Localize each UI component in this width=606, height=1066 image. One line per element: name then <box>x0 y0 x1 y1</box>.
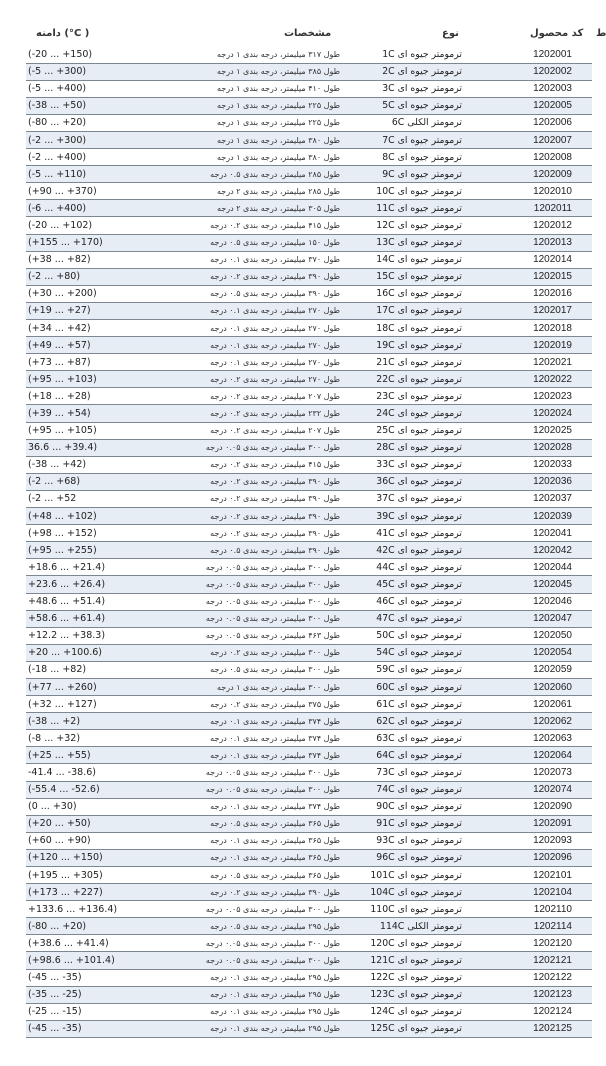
spec-cell: طول ۲۷۰ میلیمتر، درجه بندی ۰.۱ درجه <box>140 354 342 371</box>
code-cell: 1202037 <box>468 490 592 507</box>
spec-cell: طول ۲۹۵ میلیمتر، درجه بندی ۰.۱ درجه <box>140 1020 342 1037</box>
code-cell: 1202101 <box>468 867 592 884</box>
spec-cell: طول ۴۱۰ میلیمتر، درجه بندی ۱ درجه <box>140 80 342 97</box>
table-row <box>26 268 592 285</box>
range-cell: +48.6 ... +51.4) <box>26 593 140 610</box>
range-cell: (-80 ... +20) <box>26 918 140 935</box>
range-cell: (-2 ... +300) <box>26 131 140 148</box>
product-table <box>26 46 592 1038</box>
spec-cell: طول ۳۸۰ میلیمتر، درجه بندی ۱ درجه <box>140 131 342 148</box>
table-row <box>26 388 592 405</box>
code-cell: 1202023 <box>468 388 592 405</box>
code-cell: 1202091 <box>468 815 592 832</box>
code-cell: 1202007 <box>468 131 592 148</box>
spec-cell: طول ۳۹۰ میلیمتر، درجه بندی ۰.۲ درجه <box>140 884 342 901</box>
table-row <box>26 576 592 593</box>
spec-cell: طول ۲۰۷ میلیمتر، درجه بندی ۰.۲ درجه <box>140 388 342 405</box>
type-cell: ترمومتر جیوه ای 33C <box>342 456 468 473</box>
spec-cell: طول ۳۷۴ میلیمتر، درجه بندی ۰.۱ درجه <box>140 798 342 815</box>
table-row <box>26 371 592 388</box>
range-cell: (+98 ... +152) <box>26 525 140 542</box>
type-cell: ترمومتر جیوه ای 62C <box>342 713 468 730</box>
code-cell: 1202054 <box>468 644 592 661</box>
code-cell: 1202114 <box>468 918 592 935</box>
type-cell: ترمومتر جیوه ای 45C <box>342 576 468 593</box>
code-cell: 1202002 <box>468 63 592 80</box>
spec-cell: طول ۳۰۰ میلیمتر، درجه بندی ۰.۰۵ درجه <box>140 610 342 627</box>
table-row <box>26 456 592 473</box>
table-row <box>26 149 592 166</box>
type-cell: ترمومتر جیوه ای 122C <box>342 969 468 986</box>
spec-cell: طول ۳۹۰ میلیمتر، درجه بندی ۰.۲ درجه <box>140 525 342 542</box>
range-cell: +12.2 ... +38.3) <box>26 627 140 644</box>
range-cell: (+90 ... +370) <box>26 183 140 200</box>
type-cell: ترمومتر جیوه ای 14C <box>342 251 468 268</box>
code-cell: 1202050 <box>468 627 592 644</box>
type-cell: ترمومتر جیوه ای 8C <box>342 149 468 166</box>
code-cell: 1202024 <box>468 405 592 422</box>
type-cell: ترمومتر جیوه ای 60C <box>342 678 468 695</box>
table-row <box>26 405 592 422</box>
spec-cell: طول ۲۷۰ میلیمتر، درجه بندی ۰.۲ درجه <box>140 371 342 388</box>
range-cell: (-45 ... -35) <box>26 969 140 986</box>
code-cell: 1202010 <box>468 183 592 200</box>
range-cell: (+95 ... +255) <box>26 542 140 559</box>
range-cell: 36.6 ... +39.4) <box>26 439 140 456</box>
code-cell: 1202022 <box>468 371 592 388</box>
spec-cell: طول ۳۷۰ میلیمتر، درجه بندی ۰.۱ درجه <box>140 251 342 268</box>
spec-cell: طول ۳۰۰ میلیمتر، درجه بندی ۰.۰۵ درجه <box>140 764 342 781</box>
type-cell: ترمومتر جیوه ای 73C <box>342 764 468 781</box>
range-cell: (+18 ... +28) <box>26 388 140 405</box>
table-row <box>26 593 592 610</box>
type-cell: ترمومتر جیوه ای 5C <box>342 97 468 114</box>
type-cell: ترمومتر جیوه ای 17C <box>342 302 468 319</box>
code-cell: 1202093 <box>468 832 592 849</box>
range-cell: (-45 ... -35) <box>26 1020 140 1037</box>
range-cell: (+39 ... +54) <box>26 405 140 422</box>
type-cell: ترمومتر جیوه ای 125C <box>342 1020 468 1037</box>
spec-cell: طول ۲۲۵ میلیمتر، درجه بندی ۱ درجه <box>140 114 342 131</box>
code-cell: 1202062 <box>468 713 592 730</box>
table-row <box>26 969 592 986</box>
code-cell: 1202014 <box>468 251 592 268</box>
code-cell: 1202063 <box>468 730 592 747</box>
range-cell: (+155 ... +170) <box>26 234 140 251</box>
spec-cell: طول ۳۰۵ میلیمتر، درجه بندی ۲ درجه <box>140 200 342 217</box>
code-cell: 1202125 <box>468 1020 592 1037</box>
range-cell: (-20 ... +150) <box>26 46 140 63</box>
range-cell: (+95 ... +103) <box>26 371 140 388</box>
range-cell: (+195 ... +305) <box>26 867 140 884</box>
range-cell: (-6 ... +400) <box>26 200 140 217</box>
range-cell: (+49 ... +57) <box>26 337 140 354</box>
table-row <box>26 661 592 678</box>
spec-cell: طول ۲۰۷ میلیمتر، درجه بندی ۰.۲ درجه <box>140 422 342 439</box>
spec-cell: طول ۳۰۰ میلیمتر، درجه بندی ۰.۰۵ درجه <box>140 439 342 456</box>
code-cell: 1202036 <box>468 473 592 490</box>
type-cell: ترمومتر جیوه ای 50C <box>342 627 468 644</box>
table-row <box>26 627 592 644</box>
code-cell: 1202044 <box>468 559 592 576</box>
spec-cell: طول ۴۱۵ میلیمتر، درجه بندی ۰.۲ درجه <box>140 456 342 473</box>
range-cell: (+34 ... +42) <box>26 320 140 337</box>
type-cell: ترمومتر جیوه ای 13C <box>342 234 468 251</box>
table-row <box>26 986 592 1003</box>
code-cell: 1202073 <box>468 764 592 781</box>
code-cell: 1202012 <box>468 217 592 234</box>
range-cell: (+77 ... +260) <box>26 678 140 695</box>
code-cell: 1202025 <box>468 422 592 439</box>
code-cell: 1202021 <box>468 354 592 371</box>
table-row <box>26 610 592 627</box>
spec-cell: طول ۲۲۵ میلیمتر، درجه بندی ۱ درجه <box>140 97 342 114</box>
spec-cell: طول ۳۶۵ میلیمتر، درجه بندی ۰.۵ درجه <box>140 867 342 884</box>
range-cell: (+38 ... +82) <box>26 251 140 268</box>
range-cell: (+173 ... +227) <box>26 884 140 901</box>
range-cell: (-5 ... +110) <box>26 166 140 183</box>
type-cell: ترمومتر جیوه ای 42C <box>342 542 468 559</box>
code-cell: 1202120 <box>468 935 592 952</box>
spec-cell: طول ۳۷۴ میلیمتر، درجه بندی ۰.۱ درجه <box>140 747 342 764</box>
code-cell: 1202090 <box>468 798 592 815</box>
range-cell: (-18 ... +82) <box>26 661 140 678</box>
table-row <box>26 678 592 695</box>
type-cell: ترمومتر جیوه ای 47C <box>342 610 468 627</box>
table-row <box>26 337 592 354</box>
table-row <box>26 490 592 507</box>
spec-cell: طول ۳۰۰ میلیمتر، درجه بندی ۰.۰۵ درجه <box>140 935 342 952</box>
type-cell: ترمومتر جیوه ای 1C <box>342 46 468 63</box>
range-cell: (+73 ... +87) <box>26 354 140 371</box>
spec-cell: طول ۳۹۰ میلیمتر، درجه بندی ۰.۵ درجه <box>140 285 342 302</box>
table-row <box>26 832 592 849</box>
spec-cell: طول ۲۹۵ میلیمتر، درجه بندی ۰.۵ درجه <box>140 918 342 935</box>
spec-cell: طول ۳۰۰ میلیمتر، درجه بندی ۰.۰۵ درجه <box>140 901 342 918</box>
table-row <box>26 884 592 901</box>
spec-cell: طول ۲۷۰ میلیمتر، درجه بندی ۰.۱ درجه <box>140 337 342 354</box>
type-cell: ترمومتر جیوه ای 96C <box>342 849 468 866</box>
type-cell: ترمومتر جیوه ای 44C <box>342 559 468 576</box>
code-cell: 1202104 <box>468 884 592 901</box>
code-cell: 1202047 <box>468 610 592 627</box>
type-cell: ترمومتر جیوه ای 28C <box>342 439 468 456</box>
range-cell: (+48 ... +102) <box>26 508 140 525</box>
table-row <box>26 97 592 114</box>
range-cell: (+32 ... +127) <box>26 696 140 713</box>
type-cell: ترمومتر جیوه ای 24C <box>342 405 468 422</box>
table-row <box>26 1003 592 1020</box>
type-cell: ترمومتر جیوه ای 9C <box>342 166 468 183</box>
table-row <box>26 935 592 952</box>
code-cell: 1202019 <box>468 337 592 354</box>
product-table-body <box>26 46 592 1037</box>
code-cell: 1202033 <box>468 456 592 473</box>
spec-cell: طول ۳۱۷ میلیمتر، درجه بندی ۱ درجه <box>140 46 342 63</box>
table-row <box>26 183 592 200</box>
type-cell: ترمومتر جیوه ای 10C <box>342 183 468 200</box>
range-cell: (0 ... +30) <box>26 798 140 815</box>
code-cell: 1202123 <box>468 986 592 1003</box>
type-cell: ترمومتر جیوه ای 21C <box>342 354 468 371</box>
type-cell: ترمومتر الکلی 114C <box>342 918 468 935</box>
header-type: نوع <box>442 28 459 39</box>
type-cell: ترمومتر جیوه ای 46C <box>342 593 468 610</box>
spec-cell: طول ۳۹۰ میلیمتر، درجه بندی ۰.۲ درجه <box>140 490 342 507</box>
spec-cell: طول ۳۰۰ میلیمتر، درجه بندی ۰.۲ درجه <box>140 644 342 661</box>
code-cell: 1202018 <box>468 320 592 337</box>
range-cell: (-55.4 ... -52.6) <box>26 781 140 798</box>
code-cell: 1202045 <box>468 576 592 593</box>
range-cell: (-2 ... +68) <box>26 473 140 490</box>
code-cell: 1202001 <box>468 46 592 63</box>
code-cell: 1202017 <box>468 302 592 319</box>
type-cell: ترمومتر الکلی 6C <box>342 114 468 131</box>
type-cell: ترمومتر جیوه ای 36C <box>342 473 468 490</box>
type-cell: ترمومتر جیوه ای 74C <box>342 781 468 798</box>
type-cell: ترمومتر جیوه ای 3C <box>342 80 468 97</box>
table-row <box>26 422 592 439</box>
table-row <box>26 354 592 371</box>
code-cell: 1202061 <box>468 696 592 713</box>
spec-cell: طول ۳۰۰ میلیمتر، درجه بندی ۰.۰۵ درجه <box>140 576 342 593</box>
spec-cell: طول ۲۹۵ میلیمتر، درجه بندی ۰.۱ درجه <box>140 969 342 986</box>
type-cell: ترمومتر جیوه ای 18C <box>342 320 468 337</box>
spec-cell: طول ۳۷۴ میلیمتر، درجه بندی ۰.۱ درجه <box>140 730 342 747</box>
type-cell: ترمومتر جیوه ای 16C <box>342 285 468 302</box>
spec-cell: طول ۳۰۰ میلیمتر، درجه بندی ۰.۰۵ درجه <box>140 559 342 576</box>
type-cell: ترمومتر جیوه ای 110C <box>342 901 468 918</box>
range-cell: (+20 ... +50) <box>26 815 140 832</box>
range-cell: (-25 ... -15) <box>26 1003 140 1020</box>
table-row <box>26 747 592 764</box>
table-row <box>26 234 592 251</box>
spec-cell: طول ۳۰۰ میلیمتر، درجه بندی ۱ درجه <box>140 678 342 695</box>
range-cell: (-35 ... -25) <box>26 986 140 1003</box>
type-cell: ترمومتر جیوه ای 2C <box>342 63 468 80</box>
spec-cell: طول ۱۵۰ میلیمتر، درجه بندی ۰.۵ درجه <box>140 234 342 251</box>
spec-cell: طول ۳۶۵ میلیمتر، درجه بندی ۰.۱ درجه <box>140 832 342 849</box>
table-row <box>26 542 592 559</box>
spec-cell: طول ۲۹۵ میلیمتر، درجه بندی ۰.۱ درجه <box>140 986 342 1003</box>
table-row <box>26 798 592 815</box>
spec-cell: طول ۳۸۰ میلیمتر، درجه بندی ۱ درجه <box>140 149 342 166</box>
range-cell: (+60 ... +90) <box>26 832 140 849</box>
range-cell: (-38 ... +50) <box>26 97 140 114</box>
type-cell: ترمومتر جیوه ای 37C <box>342 490 468 507</box>
spec-cell: طول ۲۸۵ میلیمتر، درجه بندی ۰.۵ درجه <box>140 166 342 183</box>
table-row <box>26 525 592 542</box>
table-row <box>26 166 592 183</box>
range-cell: (-2 ... +52 <box>26 490 140 507</box>
range-cell: (-38 ... +2) <box>26 713 140 730</box>
code-cell: 1202074 <box>468 781 592 798</box>
table-row <box>26 1020 592 1037</box>
table-row <box>26 439 592 456</box>
type-cell: ترمومتر جیوه ای 61C <box>342 696 468 713</box>
header-range: دامنه (°C ) <box>36 28 90 39</box>
table-row <box>26 285 592 302</box>
type-cell: ترمومتر جیوه ای 63C <box>342 730 468 747</box>
type-cell: ترمومتر جیوه ای 124C <box>342 1003 468 1020</box>
range-cell: (+38.6 ... +41.4) <box>26 935 140 952</box>
spec-cell: طول ۳۰۰ میلیمتر، درجه بندی ۰.۰۵ درجه <box>140 781 342 798</box>
spec-cell: طول ۴۱۵ میلیمتر، درجه بندی ۰.۲ درجه <box>140 217 342 234</box>
spec-cell: طول ۲۸۵ میلیمتر، درجه بندی ۲ درجه <box>140 183 342 200</box>
type-cell: ترمومتر جیوه ای 90C <box>342 798 468 815</box>
table-row <box>26 63 592 80</box>
spec-cell: طول ۴۶۳ میلیمتر، درجه بندی ۰.۰۵ درجه <box>140 627 342 644</box>
type-cell: ترمومتر جیوه ای 91C <box>342 815 468 832</box>
code-cell: 1202009 <box>468 166 592 183</box>
header-code: کد محصول <box>530 28 584 39</box>
table-row <box>26 849 592 866</box>
table-row <box>26 781 592 798</box>
spec-cell: طول ۲۷۰ میلیمتر، درجه بندی ۰.۱ درجه <box>140 302 342 319</box>
type-cell: ترمومتر جیوه ای 12C <box>342 217 468 234</box>
table-row <box>26 764 592 781</box>
type-cell: ترمومتر جیوه ای 120C <box>342 935 468 952</box>
table-row <box>26 200 592 217</box>
code-cell: 1202013 <box>468 234 592 251</box>
table-row <box>26 302 592 319</box>
type-cell: ترمومتر جیوه ای 39C <box>342 508 468 525</box>
range-cell: +23.6 ... +26.4) <box>26 576 140 593</box>
spec-cell: طول ۳۷۴ میلیمتر، درجه بندی ۰.۱ درجه <box>140 713 342 730</box>
range-cell: (+25 ... +55) <box>26 747 140 764</box>
table-row <box>26 114 592 131</box>
type-cell: ترمومتر جیوه ای 101C <box>342 867 468 884</box>
range-cell: (+98.6 ... +101.4) <box>26 952 140 969</box>
type-cell: ترمومتر جیوه ای 64C <box>342 747 468 764</box>
table-row <box>26 918 592 935</box>
range-cell: (-5 ... +400) <box>26 80 140 97</box>
type-cell: ترمومتر جیوه ای 104C <box>342 884 468 901</box>
spec-cell: طول ۲۳۲ میلیمتر، درجه بندی ۰.۲ درجه <box>140 405 342 422</box>
type-cell: ترمومتر جیوه ای 11C <box>342 200 468 217</box>
type-cell: ترمومتر جیوه ای 93C <box>342 832 468 849</box>
spec-cell: طول ۳۰۰ میلیمتر، درجه بندی ۰.۵ درجه <box>140 661 342 678</box>
range-cell: +18.6 ... +21.4) <box>26 559 140 576</box>
table-header <box>26 24 606 44</box>
code-cell: 1202041 <box>468 525 592 542</box>
table-row <box>26 901 592 918</box>
code-cell: 1202122 <box>468 969 592 986</box>
range-cell: (-38 ... +42) <box>26 456 140 473</box>
spec-cell: طول ۲۹۵ میلیمتر، درجه بندی ۰.۱ درجه <box>140 1003 342 1020</box>
code-cell: 1202039 <box>468 508 592 525</box>
code-cell: 1202060 <box>468 678 592 695</box>
range-cell: -41.4 ... -38.6) <box>26 764 140 781</box>
type-cell: ترمومتر جیوه ای 25C <box>342 422 468 439</box>
code-cell: 1202015 <box>468 268 592 285</box>
table-row <box>26 217 592 234</box>
code-cell: 1202003 <box>468 80 592 97</box>
spec-cell: طول ۲۷۰ میلیمتر، درجه بندی ۰.۱ درجه <box>140 320 342 337</box>
range-cell: +58.6 ... +61.4) <box>26 610 140 627</box>
spec-cell: طول ۳۹۰ میلیمتر، درجه بندی ۰.۲ درجه <box>140 508 342 525</box>
code-cell: 1202011 <box>468 200 592 217</box>
range-cell: (-80 ... +20) <box>26 114 140 131</box>
header-spec: مشخصات <box>284 28 332 39</box>
code-cell: 1202008 <box>468 149 592 166</box>
range-cell: (+30 ... +200) <box>26 285 140 302</box>
range-cell: +20 ... +100.6) <box>26 644 140 661</box>
type-cell: ترمومتر جیوه ای 7C <box>342 131 468 148</box>
spec-cell: طول ۳۷۵ میلیمتر، درجه بندی ۰.۲ درجه <box>140 696 342 713</box>
type-cell: ترمومتر جیوه ای 123C <box>342 986 468 1003</box>
type-cell: ترمومتر جیوه ای 23C <box>342 388 468 405</box>
range-cell: (-2 ... +80) <box>26 268 140 285</box>
type-cell: ترمومتر جیوه ای 19C <box>342 337 468 354</box>
range-cell: +133.6 ... +136.4) <box>26 901 140 918</box>
range-cell: (+19 ... +27) <box>26 302 140 319</box>
type-cell: ترمومتر جیوه ای 59C <box>342 661 468 678</box>
spec-cell: طول ۳۹۰ میلیمتر، درجه بندی ۰.۵ درجه <box>140 542 342 559</box>
range-cell: (+120 ... +150) <box>26 849 140 866</box>
type-cell: ترمومتر جیوه ای 15C <box>342 268 468 285</box>
table-row <box>26 320 592 337</box>
code-cell: 1202059 <box>468 661 592 678</box>
range-cell: (-20 ... +102) <box>26 217 140 234</box>
range-cell: (-2 ... +400) <box>26 149 140 166</box>
type-cell: ترمومتر جیوه ای 22C <box>342 371 468 388</box>
table-row <box>26 867 592 884</box>
table-row <box>26 46 592 63</box>
spec-cell: طول ۳۰۰ میلیمتر، درجه بندی ۰.۰۵ درجه <box>140 593 342 610</box>
code-cell: 1202124 <box>468 1003 592 1020</box>
range-cell: (+95 ... +105) <box>26 422 140 439</box>
table-row <box>26 131 592 148</box>
table-row <box>26 508 592 525</box>
table-row <box>26 730 592 747</box>
header-cut-fragment: ط <box>596 28 606 39</box>
spec-cell: طول ۳۶۵ میلیمتر، درجه بندی ۰.۱ درجه <box>140 849 342 866</box>
table-row <box>26 251 592 268</box>
code-cell: 1202042 <box>468 542 592 559</box>
code-cell: 1202064 <box>468 747 592 764</box>
table-row <box>26 473 592 490</box>
type-cell: ترمومتر جیوه ای 121C <box>342 952 468 969</box>
spec-cell: طول ۳۹۰ میلیمتر، درجه بندی ۰.۲ درجه <box>140 473 342 490</box>
table-row <box>26 713 592 730</box>
range-cell: (-5 ... +300) <box>26 63 140 80</box>
code-cell: 1202005 <box>468 97 592 114</box>
code-cell: 1202110 <box>468 901 592 918</box>
spec-cell: طول ۳۰۰ میلیمتر، درجه بندی ۰.۰۵ درجه <box>140 952 342 969</box>
spec-cell: طول ۳۹۰ میلیمتر، درجه بندی ۰.۲ درجه <box>140 268 342 285</box>
range-cell: (-8 ... +32) <box>26 730 140 747</box>
code-cell: 1202016 <box>468 285 592 302</box>
code-cell: 1202096 <box>468 849 592 866</box>
table-row <box>26 644 592 661</box>
code-cell: 1202028 <box>468 439 592 456</box>
type-cell: ترمومتر جیوه ای 41C <box>342 525 468 542</box>
spec-cell: طول ۳۸۵ میلیمتر، درجه بندی ۱ درجه <box>140 63 342 80</box>
code-cell: 1202121 <box>468 952 592 969</box>
table-row <box>26 696 592 713</box>
table-row <box>26 815 592 832</box>
type-cell: ترمومتر جیوه ای 54C <box>342 644 468 661</box>
table-row <box>26 80 592 97</box>
code-cell: 1202046 <box>468 593 592 610</box>
spec-cell: طول ۳۶۵ میلیمتر، درجه بندی ۰.۵ درجه <box>140 815 342 832</box>
table-row <box>26 952 592 969</box>
table-row <box>26 559 592 576</box>
code-cell: 1202006 <box>468 114 592 131</box>
